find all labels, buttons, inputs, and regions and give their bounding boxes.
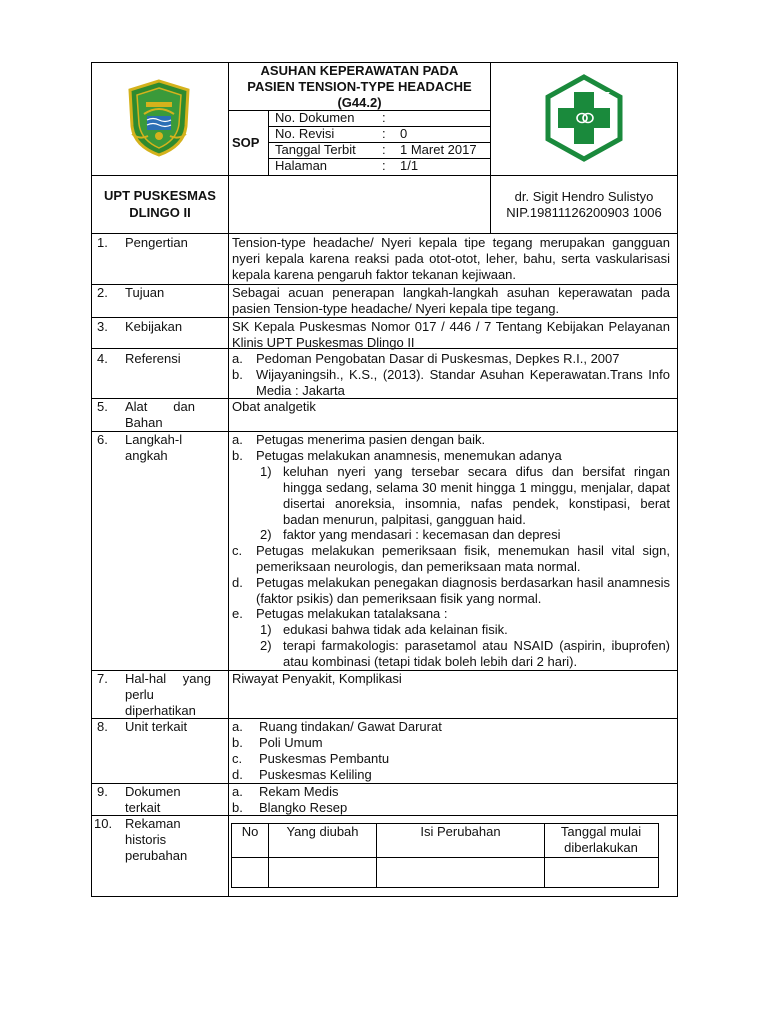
list-item: Puskesmas Keliling [259, 767, 372, 782]
row-number: 9. [97, 784, 108, 799]
history-header-cell: No [241, 824, 259, 839]
substep-marker: 2) [260, 638, 272, 653]
pengertian-content: Tension-type headache/ Nyeri kepala tipe tegang merupakan gangguan nyeri kepala karena reaksi pada otot-otot, leher, bahu, serta vaskularisasi kepala karena pengaruh faktor tekanan kejiwaan. [232, 235, 670, 282]
step-text: Petugas melakukan tatalaksana : [256, 606, 448, 621]
list-item: Blangko Resep [259, 800, 348, 815]
step-marker: e. [232, 606, 243, 621]
history-header-cell: Isi Perubahan [420, 824, 501, 839]
ht-mid [231, 857, 659, 858]
step-text: Petugas melakukan pemeriksaan fisik, menemukan hasil vital sign, pemeriksaan neurologis, dan pemeriksaan mata normal. [256, 543, 670, 574]
header-bottom-2 [91, 233, 678, 234]
list-marker: d. [232, 767, 243, 782]
ht-v4 [658, 823, 659, 888]
field-sep: : [382, 158, 386, 173]
field-label: No. Revisi [275, 126, 335, 141]
field-value: 1 Maret 2017 [400, 142, 477, 157]
field-sep: : [382, 142, 386, 157]
substep-marker: 2) [260, 527, 272, 542]
list-marker: c. [232, 751, 243, 766]
title-line: PASIEN TENSION-TYPE HEADACHE [247, 79, 472, 94]
history-header-cell: Tanggal mulai diberlakukan [560, 824, 642, 855]
org-name: UPT PUSKESMAS [104, 188, 216, 203]
history-header-cell: Yang diubah [286, 824, 359, 839]
list-marker: a. [232, 784, 243, 799]
row-number: 2. [97, 285, 108, 300]
list-marker: a. [232, 351, 243, 366]
perhatian-content: Riwayat Penyakit, Komplikasi [232, 671, 402, 686]
row-title: Tujuan [125, 285, 165, 300]
row-title: Rekaman historis perubahan [125, 816, 188, 863]
row-title: Alat dan Bahan [125, 399, 195, 430]
sop-label: SOP [232, 135, 260, 150]
row-sep-2 [91, 317, 678, 318]
tujuan-content: Sebagai acuan penerapan langkah-langkah asuhan keperawatan pada pasien Tension-type headache/ Nyeri kepala tipe tegang. [232, 285, 670, 316]
regency-emblem-icon [126, 78, 192, 158]
step-marker: c. [232, 543, 243, 558]
substep-marker: 1) [260, 464, 272, 479]
substep-text: terapi farmakologis: parasetamol atau NSAID (aspirin, ibuprofen) atau kombinasi (tetapi tidak boleh lebih dari 2 hari). [283, 638, 670, 669]
list-item: Pedoman Pengobatan Dasar di Puskesmas, Depkes R.I., 2007 [256, 351, 620, 366]
field-value: 0 [400, 126, 408, 141]
alat-bahan-content: Obat analgetik [232, 399, 316, 414]
row-number: 4. [97, 351, 108, 366]
list-marker: b. [232, 800, 243, 815]
step-text: Petugas melakukan penegakan diagnosis berdasarkan hasil anamnesis (faktor psikis) dan pemeriksaan fisik yang normal. [256, 575, 670, 606]
field-label: Tanggal Terbit [275, 142, 356, 157]
field-value: 1/1 [400, 158, 419, 173]
list-item: Poli Umum [259, 735, 323, 750]
kebijakan-content: SK Kepala Puskesmas Nomor 017 / 446 / 7 Tentang Kebijakan Pelayanan Klinis UPT Puskesmas Dlingo II [232, 319, 670, 350]
row-number: 3. [97, 319, 108, 334]
row-number: 1. [97, 235, 108, 250]
ht-v3 [544, 823, 545, 888]
step-marker: b. [232, 448, 243, 463]
field-label: Halaman [275, 158, 328, 173]
border-right [677, 62, 678, 897]
history-table [231, 823, 659, 888]
row-title: Unit terkait [125, 719, 188, 734]
list-item: Wijayaningsih., K.S., (2013). Standar Asuhan Keperawatan.Trans Info Media : Jakarta [256, 367, 670, 398]
title-line: ASUHAN KEPERAWATAN PADA [260, 63, 459, 78]
list-item: Rekam Medis [259, 784, 339, 799]
ht-bottom [231, 887, 659, 888]
field-sep: : [382, 126, 386, 141]
list-marker: b. [232, 735, 243, 750]
border-bottom [91, 896, 678, 897]
list-marker: a. [232, 719, 243, 734]
field-sep: : [382, 110, 386, 125]
substep-marker: 1) [260, 622, 272, 637]
row-title: Pengertian [125, 235, 188, 250]
list-item: Ruang tindakan/ Gawat Darurat [259, 719, 442, 734]
field-label: No. Dokumen [275, 110, 355, 125]
step-text: Petugas menerima pasien dengan baik. [256, 432, 486, 447]
row-number: 7. [97, 671, 108, 686]
header-bottom-1 [91, 175, 678, 176]
substep-text: faktor yang mendasari : kecemasan dan depresi [283, 527, 561, 542]
row-title: Langkah-langkah [125, 432, 183, 463]
substep-text: keluhan nyeri yang tersebar secara difus dan bersifat ringan hingga sedang, selama 30 menit hingga 1 minggu, menjalar, dapat disertai anoreksia, insomnia, nafas pendek, konstipasi, berat badan menurun, palpitasi, gangguan haid. [283, 464, 670, 527]
list-marker: b. [232, 367, 243, 382]
signer-name: dr. Sigit Hendro Sulistyo [514, 189, 654, 204]
row-number: 8. [97, 719, 108, 734]
org-name: DLINGO II [129, 205, 191, 220]
row-number: 6. [97, 432, 108, 447]
signer-nip: NIP.19811126200903 1006 [506, 205, 662, 220]
row-title: Referensi [125, 351, 181, 366]
step-marker: a. [232, 432, 243, 447]
row-number: 10. [94, 816, 113, 831]
row-title: Dokumen terkait [125, 784, 181, 815]
puskesmas-logo-icon [540, 74, 628, 162]
row-title: Hal-hal yang perlu diperhatikan [125, 671, 211, 718]
step-marker: d. [232, 575, 243, 590]
step-text: Petugas melakukan anamnesis, menemukan adanya [256, 448, 562, 463]
row-number: 5. [97, 399, 108, 414]
title-line: (G44.2) [337, 95, 382, 110]
body-divider [228, 233, 229, 897]
row-title: Kebijakan [125, 319, 183, 334]
list-item: Puskesmas Pembantu [259, 751, 390, 766]
substep-text: edukasi bahwa tidak ada kelainan fisik. [283, 622, 508, 637]
